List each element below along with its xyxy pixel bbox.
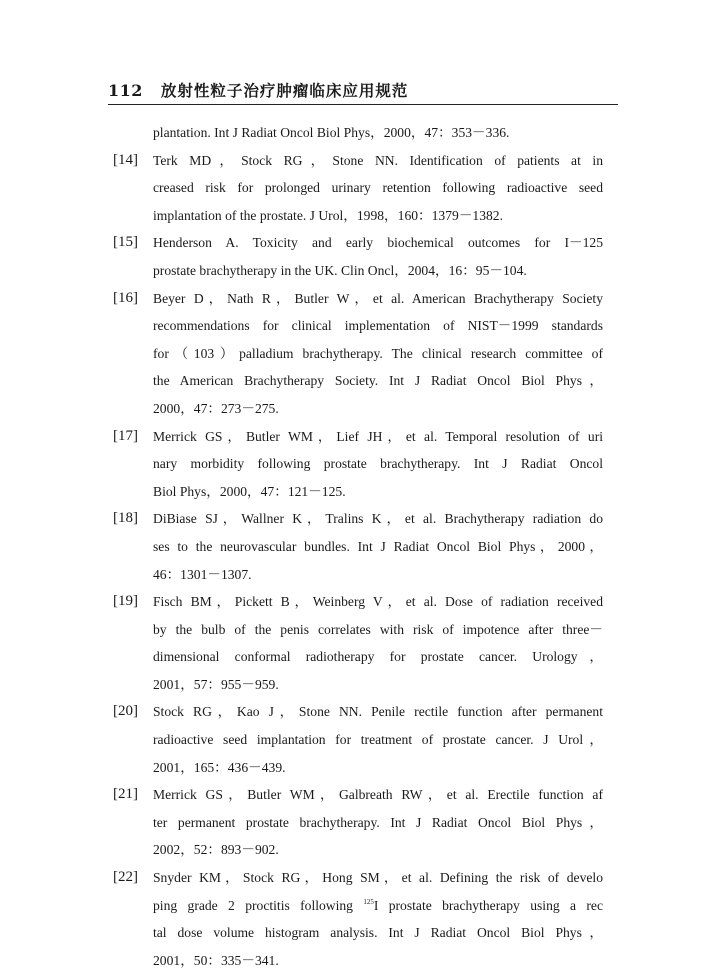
reference-item: [113, 864, 603, 974]
reference-item: [113, 147, 603, 230]
reference-line: Snyder KM，Stock RG，Hong SM，et al. Defining the risk of develo: [153, 870, 603, 886]
reference-item: [113, 505, 603, 588]
reference-number: [16]: [113, 289, 138, 306]
page-title: 放射性粒子治疗肿瘤临床应用规范: [160, 81, 409, 100]
reference-number: [17]: [113, 427, 138, 444]
reference-number: [14]: [113, 151, 138, 168]
reference-line: ses to the neurovascular bundles. Int J Radiat Oncol Biol Phys，2000，: [153, 538, 603, 554]
reference-line: Stock RG，Kao J，Stone NN. Penile rectile function after permanent: [153, 704, 603, 720]
reference-line: tal dose volume histogram analysis. Int J Radiat Oncol Biol Phys，: [153, 925, 603, 941]
reference-line: DiBiase SJ，Wallner K，Tralins K，et al. Brachytherapy radiation do: [153, 511, 603, 527]
reference-line: nary morbidity following prostate brachytherapy. Int J Radiat Oncol: [153, 456, 603, 472]
header-rule: [108, 104, 618, 105]
reference-line: 2001，57：955－959.: [153, 676, 279, 692]
reference-text: [153, 781, 603, 864]
reference-line: Beyer D，Nath R，Butler W，et al. American Brachytherapy Society: [153, 290, 603, 306]
reference-text: [153, 119, 603, 147]
reference-text: [153, 229, 603, 284]
reference-number: [21]: [113, 786, 138, 803]
reference-line: creased risk for prolonged urinary retention following radioactive seed: [153, 180, 603, 196]
reference-line: ter permanent prostate brachytherapy. Int J Radiat Oncol Biol Phys，: [153, 814, 603, 830]
reference-item: [113, 119, 603, 147]
reference-item: [113, 229, 603, 284]
reference-item: [113, 588, 603, 698]
reference-line: Merrick GS，Butler WM，Lief JH，et al. Temporal resolution of uri: [153, 428, 603, 444]
reference-line: implantation of the prostate. J Urol，1998，160：1379－1382.: [153, 207, 503, 223]
reference-text: [153, 698, 603, 781]
reference-line: Biol Phys，2000，47：121－125.: [153, 483, 346, 499]
reference-text: [153, 588, 603, 698]
page-header: [108, 79, 618, 101]
page-number: 112: [108, 81, 143, 100]
reference-line: Terk MD，Stock RG，Stone NN. Identification of patients at in: [153, 152, 603, 168]
reference-line: 2001，50：335－341.: [153, 952, 279, 968]
reference-text: [153, 864, 603, 974]
reference-line: 2000，47：273－275.: [153, 400, 279, 416]
reference-item: [113, 285, 603, 423]
reference-line: 46：1301－1307.: [153, 566, 252, 582]
reference-text: [153, 285, 603, 423]
reference-number: [18]: [113, 510, 138, 527]
reference-line: the American Brachytherapy Society. Int J Radiat Oncol Biol Phys，: [153, 373, 603, 389]
reference-text: [153, 505, 603, 588]
reference-line: by the bulb of the penis correlates with risk of impotence after three－: [153, 621, 603, 637]
reference-line: radioactive seed implantation for treatment of prostate cancer. J Urol，: [153, 732, 603, 748]
reference-line: dimensional conformal radiotherapy for prostate cancer. Urology，: [153, 649, 603, 665]
reference-list: [113, 119, 603, 974]
reference-line: Merrick GS，Butler WM，Galbreath RW，et al. Erectile function af: [153, 787, 603, 803]
reference-text: [153, 147, 603, 230]
reference-item: [113, 423, 603, 506]
reference-line: recommendations for clinical implementation of NIST－1999 standards: [153, 318, 603, 334]
reference-line: for（103）palladium brachytherapy. The clinical research committee of: [153, 345, 603, 361]
reference-text: [153, 423, 603, 506]
reference-item: [113, 698, 603, 781]
reference-line: 2002，52：893－902.: [153, 842, 279, 858]
reference-number: [15]: [113, 234, 138, 251]
reference-line: 2001，165：436－439.: [153, 759, 286, 775]
reference-line: Henderson A. Toxicity and early biochemical outcomes for I－125: [153, 235, 603, 251]
reference-number: [20]: [113, 703, 138, 720]
reference-number: [19]: [113, 593, 138, 610]
reference-item: [113, 781, 603, 864]
reference-number: [22]: [113, 869, 138, 886]
reference-line: prostate brachytherapy in the UK. Clin Oncl，2004，16：95－104.: [153, 262, 527, 278]
reference-line: ping grade 2 proctitis following $^{125}$I prostate brachytherapy using a rec: [153, 897, 603, 913]
reference-line: plantation. Int J Radiat Oncol Biol Phys，2000，47：353－336.: [153, 125, 510, 140]
reference-line: Fisch BM，Pickett B，Weinberg V，et al. Dose of radiation received: [153, 594, 603, 610]
